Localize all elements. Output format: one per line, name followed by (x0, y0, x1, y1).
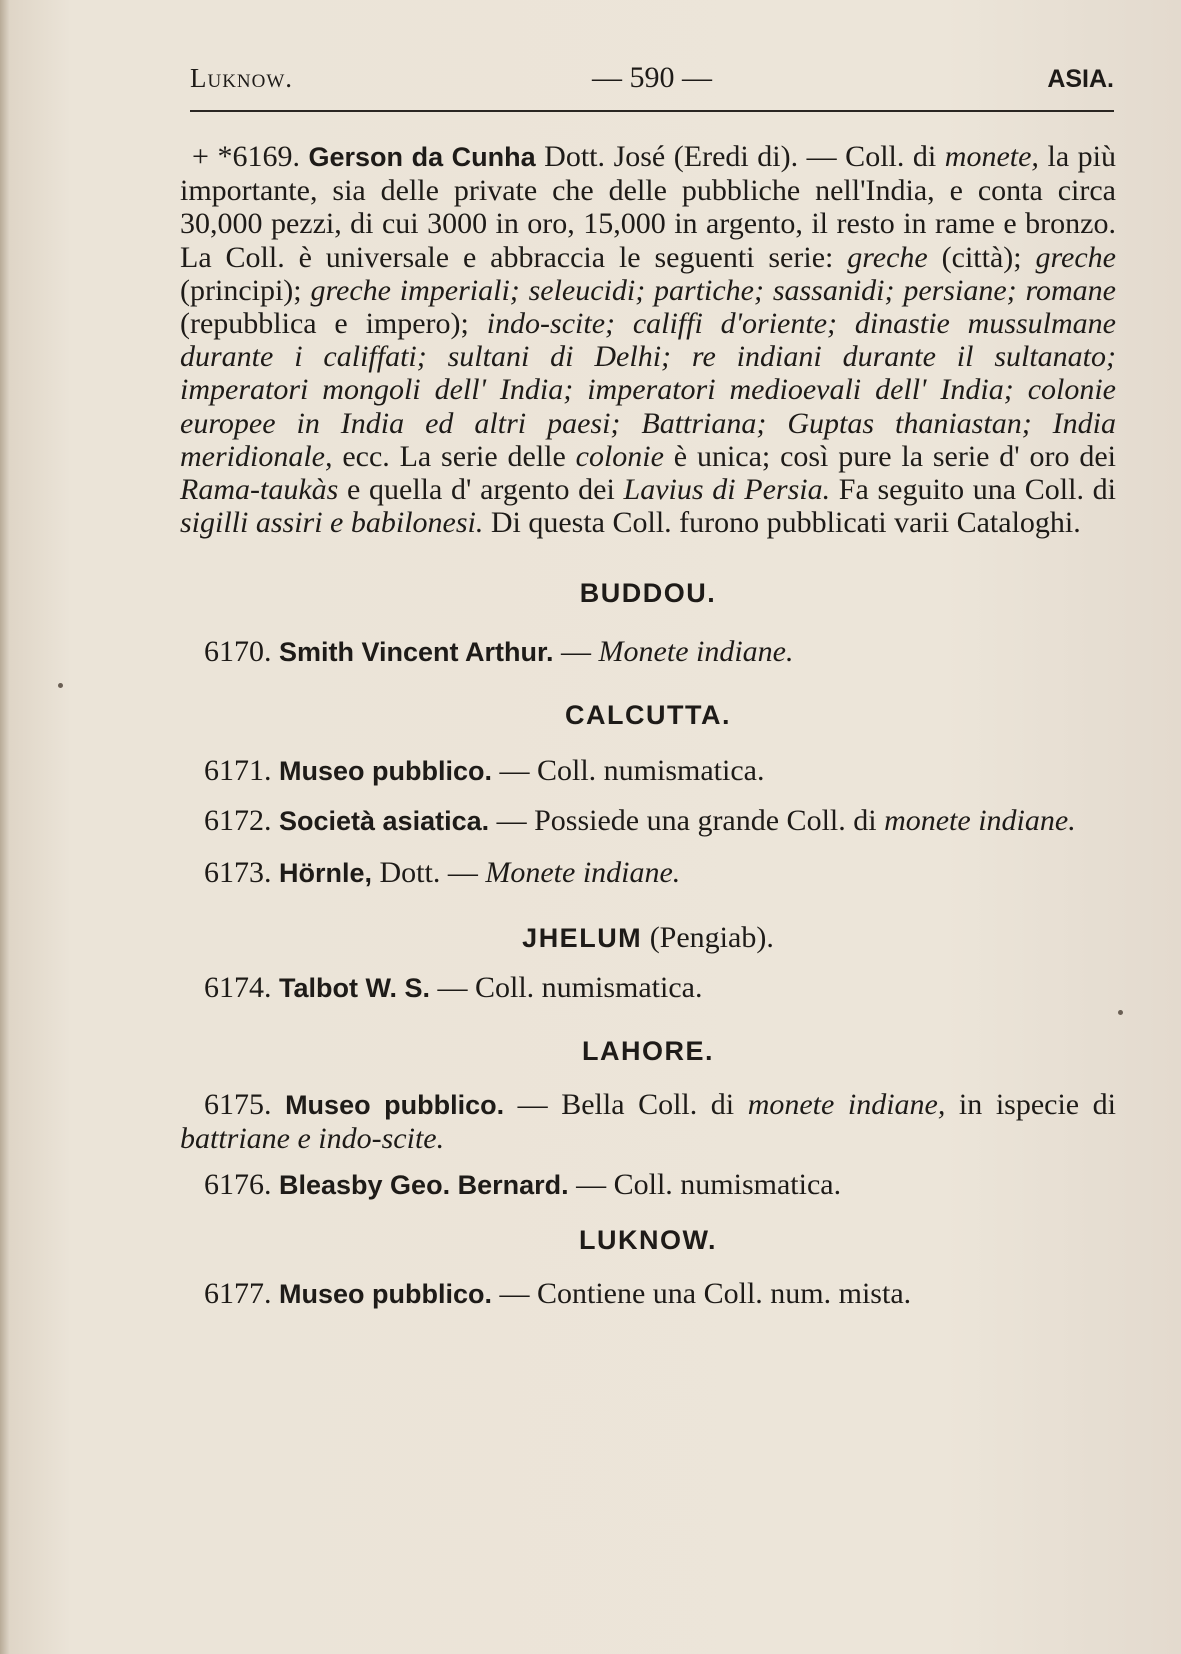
entry-text: Dott. — (372, 856, 486, 890)
entry-text: Di questa Coll. furono pubblicati varii Cataloghi. (483, 506, 1081, 540)
section-heading-luknow: LUKNOW. (579, 1224, 717, 1255)
entry-number: + *6169. (192, 140, 309, 173)
entry-name: Gerson da Cunha (308, 142, 536, 172)
entry-italic: greche (847, 240, 928, 274)
entry-number: 6174. (204, 970, 279, 1004)
section-heading-buddou: BUDDOU. (579, 578, 717, 609)
entry-text: la più importante, sia delle private che delle pubbliche nell'India, e conta circa 30,000 pezzi, di cui 3000 in oro, 15,000 in argento, il resto in rame e bronzo. La Coll. è universale e abbraccia le seguenti serie: (180, 140, 1117, 274)
entry-italic: Lavius di Persia. (623, 473, 831, 507)
entry-text: — Bella Coll. di (504, 1088, 748, 1122)
entry-text: e quella d' argento dei (338, 473, 624, 507)
entry-name: Museo pubblico. (285, 1090, 505, 1121)
entry-text: — Contiene una Coll. num. mista. (492, 1277, 912, 1311)
entry-name: Smith Vincent Arthur. (279, 636, 554, 667)
ink-speck (1118, 1010, 1123, 1015)
entry-text: Dott. José (Eredi di). — Coll. di (535, 140, 945, 173)
entry-italic: greche (1035, 240, 1116, 274)
entry-name: Società asiatica. (279, 806, 490, 837)
entry-number: 6173. (204, 856, 279, 890)
entry-italic: Rama-taukàs (180, 473, 339, 507)
heading-main: JHELUM (522, 922, 643, 953)
entry-number: 6172. (204, 804, 279, 838)
entry-italic: colonie (575, 439, 664, 473)
entry-6177 (180, 1277, 1116, 1311)
entry-name: Hörnle, (279, 858, 373, 889)
entry-6176 (180, 1168, 1116, 1202)
entry-text: — (553, 634, 599, 668)
entry-text: — Coll. numismatica. (430, 970, 703, 1004)
entry-6169 (180, 140, 1116, 539)
entry-text: in ispecie di (945, 1088, 1116, 1122)
entry-text: ecc. La serie delle (332, 439, 576, 473)
header-continent: ASIA. (1047, 65, 1114, 93)
entry-italic: battriane e indo-scite. (180, 1122, 445, 1156)
page-number: — 590 — (592, 61, 712, 94)
entry-italic: Monete indiane. (598, 634, 794, 668)
entry-text: (repubblica e impero); (180, 307, 487, 341)
ink-speck (58, 683, 63, 688)
entry-number: 6175. (204, 1088, 286, 1122)
entry-name: Talbot W. S. (279, 972, 430, 1003)
entry-text: è unica; così pure la serie d' oro dei (663, 439, 1116, 473)
running-header (190, 55, 1114, 105)
entry-italic: greche imperiali; seleucidi; partiche; sassanidi; persiane; romane (310, 273, 1116, 307)
entry-6175 (180, 1088, 1116, 1155)
entry-italic: monete, (944, 140, 1039, 173)
entry-italic: sigilli assiri e babilonesi. (180, 506, 484, 540)
entry-number: 6171. (204, 754, 279, 788)
page-edge (0, 0, 10, 1654)
entry-text: — Coll. numismatica. (492, 754, 765, 788)
entry-italic: monete indiane. (884, 804, 1076, 838)
section-heading-jhelum (180, 921, 1116, 955)
entry-number: 6176. (204, 1167, 279, 1201)
entry-italic: monete indiane, (747, 1088, 946, 1122)
section-heading-calcutta: CALCUTTA. (565, 699, 731, 730)
entry-text: (principi); (180, 273, 311, 307)
entry-6174 (180, 971, 1116, 1005)
header-rule (190, 110, 1114, 112)
entry-italic: Monete indiane. (485, 856, 681, 890)
header-city: Luknow. (190, 63, 294, 93)
entry-6170 (180, 635, 1116, 669)
entry-text: — Coll. numismatica. (568, 1167, 842, 1201)
section-heading-lahore: LAHORE. (582, 1036, 714, 1067)
entry-6172 (180, 804, 1116, 838)
entry-text: (città); (927, 240, 1036, 274)
entry-number: 6170. (204, 634, 279, 668)
entry-name: Bleasby Geo. Bernard. (279, 1169, 569, 1200)
entry-6173 (180, 856, 1116, 890)
entry-number: 6177. (204, 1277, 279, 1311)
entry-text: Fa seguito una Coll. di (830, 473, 1116, 507)
page-content (180, 140, 1116, 1311)
entry-6171 (180, 754, 1116, 788)
entry-italic: indo-scite; califfi d'oriente; dinastie mussulmane durante i califfati; sultani di Delhi; re indiani durante il sultanato; imperatori mongoli dell' India; imperatori medioevali dell' India; colonie europee in India ed altri paesi; Battriana; Guptas thaniastan; India meridionale, (180, 307, 1116, 473)
entry-text: — Possiede una grande Coll. di (489, 804, 885, 838)
entry-name: Museo pubblico. (279, 756, 492, 787)
heading-sub: (Pengiab). (642, 920, 774, 954)
entry-name: Museo pubblico. (279, 1279, 492, 1310)
